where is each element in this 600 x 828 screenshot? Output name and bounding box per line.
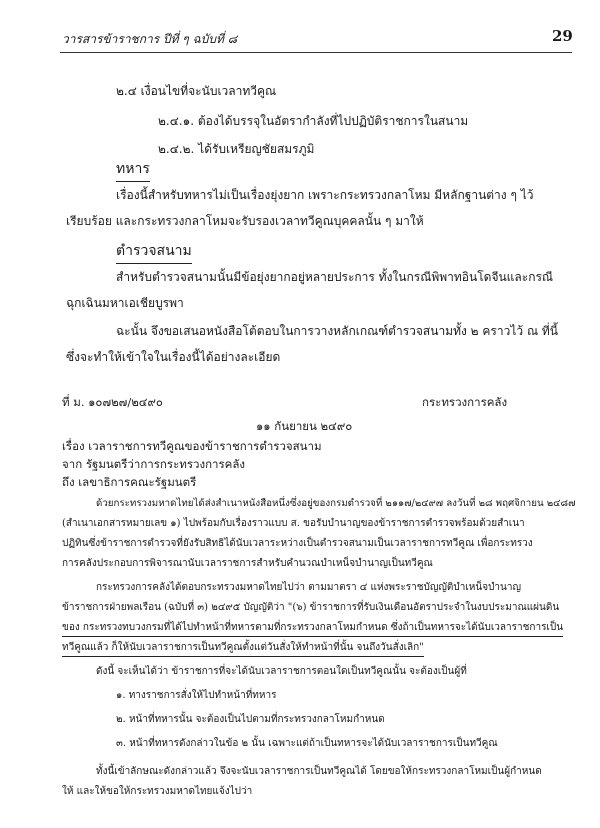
letter-quoted-line: ทวีคูณแล้ว ก็ให้นับเวลาราชการเป็นทวีคูณตั้งแต่วันสั่งให้ทำหน้าที่นั้น จนถึงวันสั่งเลิก" — [62, 640, 424, 657]
letter-paragraph-line: ดังนี้ จะเห็นได้ว่า ข้าราชการที่จะได้นับเวลาราชการตอนใดเป็นทวีคูณนั้น จะต้องเป็นผู้ที่ — [96, 666, 467, 677]
letter-paragraph-line: กระทรวงการคลังได้ตอบกระทรวงมหาดไทยไปว่า ตามมาตรา ๔ แห่งพระราชบัญญัติบำเหน็จบำนาญ — [96, 582, 522, 593]
condition-item: ๒. หน้าที่ทหารนั้น จะต้องเป็นไปตามที่กระทรวงกลาโหมกำหนด — [116, 714, 385, 725]
letter-paragraph-line: ให้ และให้ขอให้กระทรวงมหาดไทยแจ้งไปว่า — [62, 786, 253, 797]
section-heading-field-police: ตำรวจสนาม — [116, 240, 192, 264]
page-number: 29 — [552, 27, 573, 45]
police-paragraph-line: ฉะนั้น จึงขอเสนอหนังสือโต้ตอบในการวางหลักเกณฑ์ตำรวจสนามทั้ง ๒ คราวไว้ ณ ที่นี้ — [116, 324, 559, 338]
section-heading-soldiers: ทหาร — [116, 158, 150, 182]
letter-paragraph-line: (สำเนาเอกสารหมายเลข ๑) ไปพร้อมกับเรื่องราวแบบ ส. ขอรับบำนาญของข้าราชการตำรวจพร้อมด้วยสำเนา — [62, 518, 525, 529]
letter-paragraph-line: ข้าราชการฝ่ายพลเรือน (ฉบับที่ ๓) ๒๔๙๕ บัญญัติว่า "(๖) ข้าราชการที่รับเงินเดือนอัตราประจำในงบประมาณแผ่นดิน — [62, 602, 560, 613]
condition-item: ๑. ทางราชการสั่งให้ไปทำหน้าที่ทหาร — [116, 690, 277, 701]
header-rule — [60, 52, 572, 53]
letter-to: ถึง เลขาธิการคณะรัฐมนตรี — [62, 475, 197, 489]
journal-header: วารสารข้าราชการ ปีที่ ๆ ฉบับที่ ๘ — [62, 32, 237, 46]
letter-paragraph-line: ทั้งนี้เข้าลักษณะดังกล่าวแล้ว จึงจะนับเวลาราชการเป็นทวีคูณได้ โดยขอให้กระทรวงกลาโหมเป็นผู้กำหนด — [96, 766, 542, 777]
police-paragraph-line: สำหรับตำรวจสนามนั้นมีข้อยุ่งยากอยู่หลายประการ ทั้งในกรณีพิพาทอินโดจีนและกรณี — [116, 270, 554, 284]
letter-organization: กระทรวงการคลัง — [422, 395, 508, 409]
condition-item: ๓. หน้าที่ทหารดังกล่าวในข้อ ๒ นั้น เฉพาะแต่ถ้าเป็นทหารจะได้นับเวลาราชการเป็นทวีคูณ — [116, 738, 498, 749]
soldiers-paragraph-line: เรียบร้อย และกระทรวงกลาโหมจะรับรองเวลาทวีคูณบุคคลนั้น ๆ มาให้ — [66, 214, 424, 228]
soldiers-paragraph-line: เรื่องนี้สำหรับทหารไม่เป็นเรื่องยุ่งยาก เพราะกระทรวงกลาโหม มีหลักฐานต่าง ๆ ไว้ — [116, 188, 534, 202]
letter-paragraph-line: ปฏิทินซึ่งข้าราชการตำรวจที่ยังรับสิทธิได้นับเวลาระหว่างเป็นตำรวจสนามเป็นเวลาราชการทวีคูณ เพื่อกระทรวง — [62, 538, 533, 549]
letter-number: ที่ ม. ๑๐๗๒๗/๒๔๙๐ — [62, 395, 163, 409]
item-2-4-1: ๒.๔.๑. ต้องได้บรรจุในอัตรากำลังที่ไปปฏิบัติราชการในสนาม — [158, 114, 469, 128]
item-2-4: ๒.๔ เงื่อนไขที่จะนับเวลาทวีคูณ — [116, 84, 277, 98]
letter-from: จาก รัฐมนตรีว่าการกระทรวงการคลัง — [62, 457, 246, 471]
letter-paragraph-line: การคลังประกอบการพิจารณานับเวลาราชการสำหรับคำนวณบำเหน็จบำนาญเป็นทวีคูณ — [62, 558, 433, 569]
letter-date: ๑๑ กันยายน ๒๔๙๐ — [256, 419, 353, 433]
letter-subject: เรื่อง เวลาราชการทวีคูณของข้าราชการตำรวจสนาม — [62, 439, 322, 453]
item-2-4-2: ๒.๔.๒. ได้รับเหรียญชัยสมรภูมิ — [158, 142, 315, 156]
letter-paragraph-line: ด้วยกระทรวงมหาดไทยได้ส่งสำเนาหนังสือหนึ่งซึ่งอยู่ของกรมตำรวจที่ ๒๑๑๗/๒๔๙๗ ลงวันที่ ๒๘ พฤศจิกายน ๒๔๘๗ — [96, 498, 576, 509]
police-paragraph-line: ซึ่งจะทำให้เข้าใจในเรื่องนี้ได้อย่างละเอียด — [66, 350, 281, 364]
police-paragraph-line: ฉุกเฉินมหาเอเชียบูรพา — [66, 296, 184, 310]
letter-quoted-line: ของ กระทรวงทบวงกรมที่ได้ไปทำหน้าที่ทหารตามที่กระทรวงกลาโหมกำหนด ซึ่งถ้าเป็นทหารจะได้นับเวลาราชการเป็น — [62, 620, 563, 637]
